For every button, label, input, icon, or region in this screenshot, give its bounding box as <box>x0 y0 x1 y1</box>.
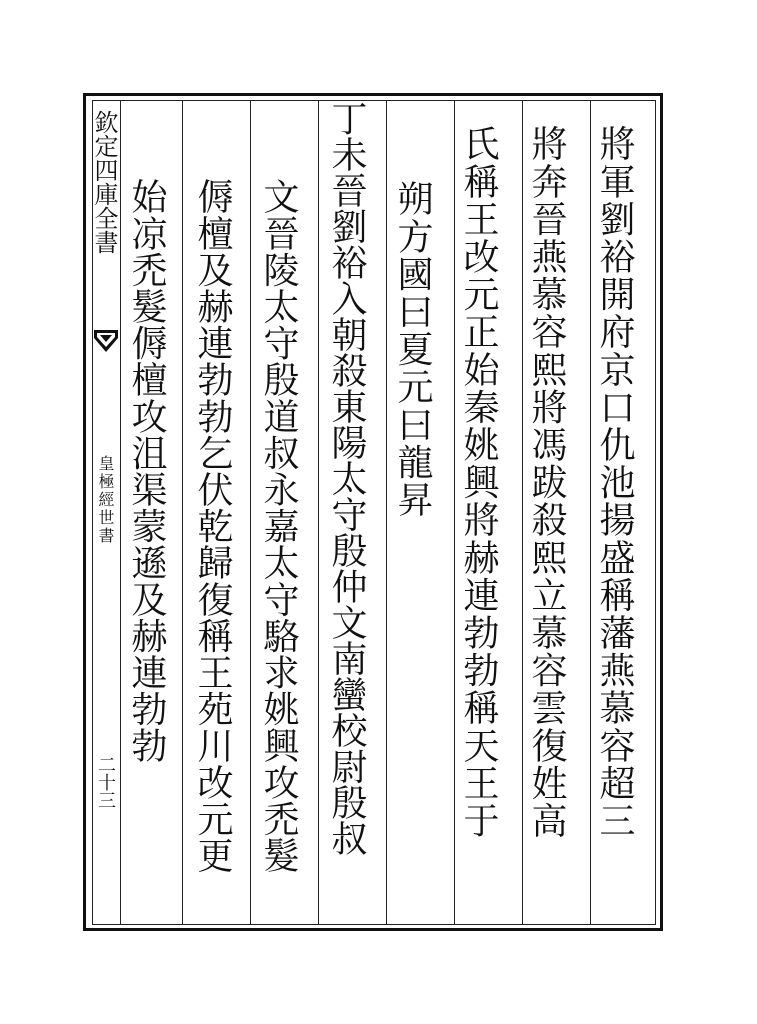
column-rule <box>522 100 523 925</box>
text-column: 朔方國曰夏元曰龍昇 <box>392 180 433 519</box>
column-rule <box>454 100 455 925</box>
collection-title: 欽定四庫全書 <box>90 110 118 254</box>
page-number: 二十三 <box>95 755 116 809</box>
column-rule <box>590 100 591 925</box>
text-column: 文晉陵太守殷道叔永嘉太守駱求姚興攻禿髮 <box>258 178 299 874</box>
inner-frame <box>92 100 656 925</box>
column-rule <box>318 100 319 925</box>
column-rule <box>386 100 387 925</box>
text-column: 將軍劉裕開府京口仇池揚盛稱藩燕慕容超三 <box>594 125 635 840</box>
text-column: 始凉禿髮傉檀攻沮渠蒙遜及赫連勃勃 <box>126 178 167 764</box>
text-column: 丁未晉劉裕入朝殺東陽太守殷仲文南蠻校尉殷叔 <box>326 100 367 856</box>
book-title: 皇極經世書 <box>96 455 115 545</box>
fish-tail-icon <box>93 328 119 354</box>
column-rule <box>120 100 121 925</box>
text-column: 氏稱王改元正始秦姚興將赫連勃勃稱天王于 <box>458 125 499 840</box>
text-column: 傉檀及赫連勃勃乞伏乾歸復稱王苑川改元更 <box>192 178 233 874</box>
column-rule <box>250 100 251 925</box>
column-rule <box>182 100 183 925</box>
text-column: 將奔晉燕慕容熙將馮跋殺熙立慕容雲復姓高 <box>526 125 567 840</box>
